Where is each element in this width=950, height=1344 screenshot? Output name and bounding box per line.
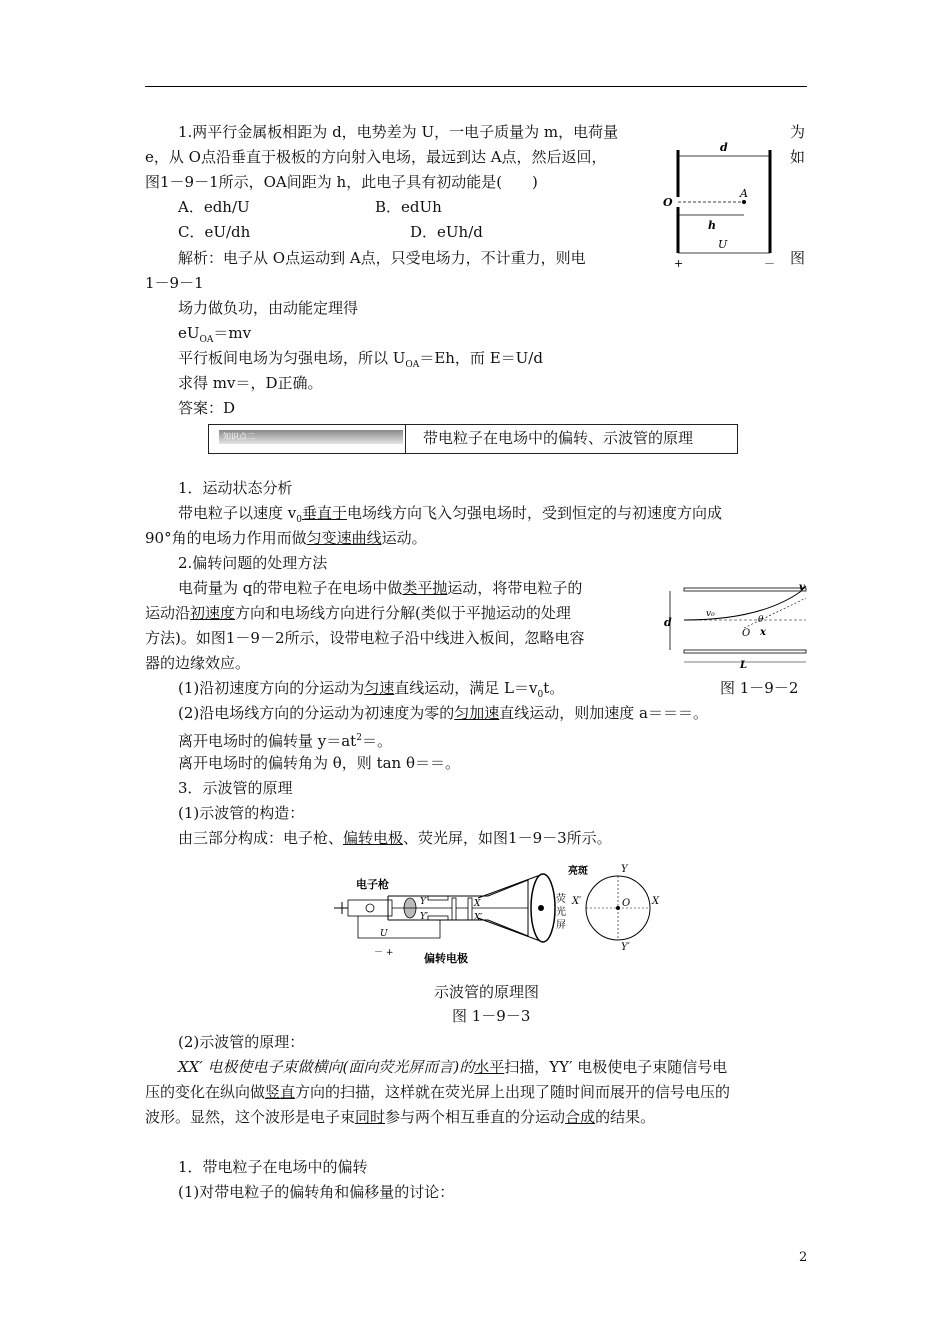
q1-solution-right: 图 (790, 249, 806, 267)
q1-option-b: B．edUh (375, 198, 442, 216)
fig1-label-d: d (720, 141, 728, 154)
q1-line3: 图1－9－1所示，OA间距为 h，此电子具有初动能是( ) (145, 173, 538, 191)
fig3-label-screen-yprime: Y′ (621, 942, 630, 953)
p2-line4: 器的边缘效应。 (145, 654, 251, 672)
p1-line1: 带电粒子以速度 $v_0$垂直于电场线方向飞入匀强电场时，受到恒定的与初速度方向成 (178, 504, 723, 525)
p4-heading: 1．带电粒子在电场中的偏转 (178, 1158, 368, 1176)
p2-line1: 电荷量为 q的带电粒子在电场中做类平抛运动，将带电粒子的 (178, 579, 583, 597)
q1-solution-line4: 平行板间电场为匀强电场，所以 $U_{OA}=Eh$，而 E＝U/d (178, 349, 543, 370)
fig2-label-v0: v₀ (706, 609, 715, 619)
fig1-label-h: h (708, 219, 716, 232)
section-tag: 知识点二 (219, 430, 403, 444)
q1-solution-line5: 求得 mv＝，D正确。 (178, 374, 323, 392)
p1-heading: 1．运动状态分析 (178, 479, 293, 497)
fig1-label-u: U (718, 238, 728, 251)
p3-sub1: (1)示波管的构造： (178, 804, 305, 822)
fig3-label-o: O (622, 898, 631, 909)
fig1-label-a: A (740, 187, 748, 200)
figure-caption-number: 图 1－9－3 (452, 1007, 531, 1025)
p2-heading: 2.偏转问题的处理方法 (178, 554, 328, 572)
p2-line2: 运动沿初速度方向和电场线方向进行分解(类似于平抛运动的处理 (145, 604, 571, 622)
fig3-label-screen-1: 荧 (556, 894, 566, 905)
p3-line1: 由三部分构成：电子枪、偏转电极、荧光屏，如图1－9－3所示。 (178, 829, 612, 847)
fig3-label-pm: － + (374, 948, 394, 958)
fig1-label-plus: + (674, 257, 684, 270)
fig2-label-theta: θ (758, 615, 764, 625)
q1-option-d: D．eUh/d (410, 223, 483, 241)
fig3-label-spot: 亮斑 (568, 866, 588, 877)
q1-solution-line1: 解析：电子从 O点运动到 A点，只受电场力，不计重力，则电 (178, 249, 586, 267)
q1-line1-right: 为 (790, 123, 806, 141)
p2-sub1: (1)沿初速度方向的分运动为匀速直线运动，满足 $L=v_0t$。 (178, 679, 565, 700)
p2-figure-label: 图 1－9－2 (720, 679, 799, 697)
figure-1-9-2 (660, 578, 810, 670)
p2-line3: 方法)。如图1－9－2所示，设带电粒子沿中线进入板间，忽略电容 (145, 629, 585, 647)
fig2-trajectory (684, 592, 800, 620)
q1-answer: 答案：D (178, 399, 236, 417)
q1-solution-line3: $eU_{OA}=mv$ (178, 324, 252, 345)
fig3-label-screen-2: 光 (556, 907, 566, 918)
p4-sub1: (1)对带电粒子的偏转角和偏移量的讨论： (178, 1183, 455, 1201)
section-box (208, 424, 738, 454)
fig1-label-o: O (663, 196, 673, 209)
fig3-label-x: X (474, 899, 481, 909)
q1-solution-line2: 场力做负功，由动能定理得 (178, 299, 359, 317)
p3-heading: 3．示波管的原理 (178, 779, 293, 797)
page-number: 2 (799, 1250, 808, 1265)
fig3-label-plates: 偏转电极 (424, 952, 468, 965)
fig3-label-screen-x: X (652, 896, 660, 907)
p2-sub3: 离开电场时的偏转量 $y=at^2=$。 (178, 732, 392, 750)
q1-line2: e，从 O点沿垂直于极板的方向射入电场，最远到达 A点，然后返回， (145, 148, 607, 166)
fig3-label-screen-y: Y (621, 864, 628, 875)
p3-line2: XX′ 电极使电子束做横向(面向荧光屏而言)的水平扫描，YY′ 电极使电子束随信号电 (178, 1058, 728, 1076)
q1-option-c: C．eU/dh (178, 223, 251, 241)
fig3-label-xprime: X′ (474, 913, 483, 923)
q1-line2-right: 如 (790, 148, 806, 166)
q1-option-a: A．edh/U (178, 198, 250, 216)
fig3-label-y: Y (420, 897, 426, 907)
p1-line2: 90°角的电场力作用而做匀变速曲线运动。 (145, 529, 427, 547)
fig3-label-gun: 电子枪 (356, 878, 389, 891)
fig1-point-a (742, 200, 746, 204)
fig2-label-x: x (760, 627, 766, 638)
header-rule (145, 86, 807, 87)
section-title: 带电粒子在电场中的偏转、示波管的原理 (423, 429, 694, 447)
p3-line4: 波形。显然，这个波形是电子束同时参与两个相互垂直的分运动合成的结果。 (145, 1108, 656, 1126)
fig3-label-screen-xprime: X′ (572, 896, 582, 907)
fig2-label-v: v (799, 582, 805, 593)
p3-sub2: (2)示波管的原理： (178, 1033, 305, 1051)
fig1-label-minus: － (764, 257, 775, 270)
p2-sub4: 离开电场时的偏转角为 θ，则 tan θ＝＝。 (178, 754, 460, 772)
fig2-label-d: d (664, 616, 672, 629)
fig3-label-screen-3: 屏 (556, 920, 566, 931)
section-divider (405, 425, 406, 453)
q1-figure-label: 1－9－1 (145, 274, 204, 292)
fig3-label-u: U (380, 929, 388, 939)
figure-1-9-1 (660, 135, 782, 270)
p3-line3: 压的变化在纵向做竖直方向的扫描，这样就在荧光屏上出现了随时间而展开的信号电压的 (145, 1083, 731, 1101)
p2-sub2: (2)沿电场线方向的分运动为初速度为零的匀加速直线运动，则加速度 a＝＝＝。 (178, 704, 708, 722)
fig2-label-o: O (742, 628, 751, 639)
fig2-label-l: L (740, 660, 748, 670)
figure-1-9-3-oscilloscope (328, 858, 668, 970)
fig3-label-yprime: Y′ (420, 912, 428, 922)
figure-caption-title: 示波管的原理图 (434, 983, 540, 1001)
q1-line1: 1.两平行金属板相距为 d，电势差为 U，一电子质量为 m，电荷量 (178, 123, 619, 141)
